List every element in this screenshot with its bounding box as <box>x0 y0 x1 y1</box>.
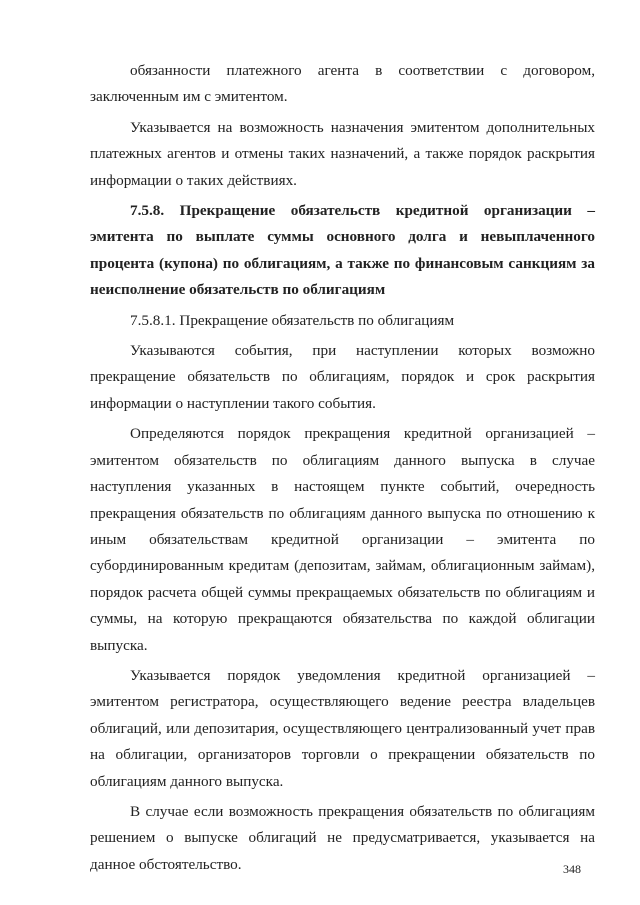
paragraph-events: Указываются события, при наступлении которых возможно прекращение обязательств по облигациям, порядок и срок раскрытия информации о наступлении такого события. <box>90 342 595 412</box>
section-heading-7-5-8: 7.5.8. Прекращение обязательств кредитной организации – эмитента по выплате суммы основного долга и невыплаченного процента (купона) по облигациям, а также по финансовым санкциям за неисполнение обязательств по облигациям <box>90 202 595 299</box>
paragraph-not-provided: В случае если возможность прекращения обязательств по облигациям решением о выпуске облигаций не предусматривается, указывается на данное обстоятельство. <box>90 802 595 873</box>
paragraph-notification: Указывается порядок уведомления кредитной организацией – эмитентом регистратора, осуществляющего ведение реестра владельцев облигаций, или депозитария, осуществляющего централизованный учет прав на облигации, организаторов торговли о прекращении обязательств по облигациям данного выпуска. <box>90 666 595 790</box>
page-number: 348 <box>563 862 581 876</box>
paragraph-continuation: обязанности платежного агента в соответствии с договором, заключенным им с эмитентом. <box>90 62 595 106</box>
paragraph-termination-order: Определяются порядок прекращения кредитной организацией – эмитентом обязательств по облигациям данного выпуска в случае наступления указанных в настоящем пункте событий, очередность прекращения обязательств по облигациям данного выпуска по отношению к иным обязательствам кредитной организации – эмитента по субординированным кредитам (депозитам, займам, облигационным займам), порядок расчета общей суммы прекращаемых обязательств по облигациям и суммы, на которую прекращаются обязательства по каждой облигации выпуска. <box>90 425 595 654</box>
subsection-heading-7-5-8-1: 7.5.8.1. Прекращение обязательств по облигациям <box>130 311 455 329</box>
paragraph-payment-agents: Указывается на возможность назначения эмитентом дополнительных платежных агентов и отмены таких назначений, а также порядок раскрытия информации о таких действиях. <box>90 118 595 189</box>
document-page <box>90 58 595 882</box>
